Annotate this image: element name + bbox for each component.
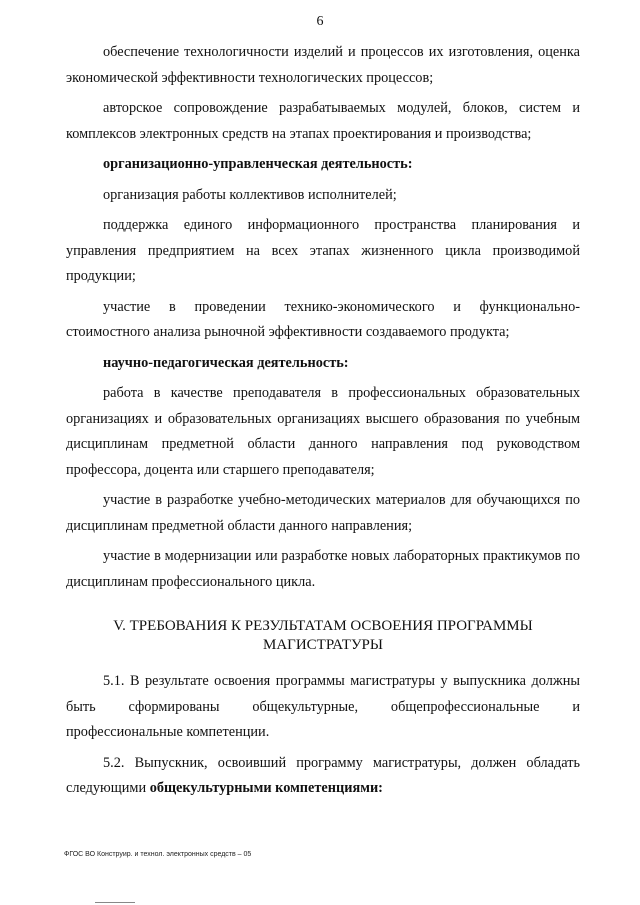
paragraph-lab-practicums: участие в модернизации или разработке новых лабораторных практикумов по дисциплинам профессионального цикла. [66,548,580,590]
section-title-line-1: V. ТРЕБОВАНИЯ К РЕЗУЛЬТАТАМ ОСВОЕНИЯ ПРОГРАММЫ [113,618,533,634]
paragraph-5-2 [66,751,580,802]
section-title-line-2: МАГИСТРАТУРЫ [263,637,383,653]
paragraph-5-2-emphasis: общекультурными компетенциями: [149,780,383,796]
paragraph-5-2-text: 5.2. Выпускник, освоивший программу магистратуры, должен обладать следующими [66,754,580,796]
paragraph-teaching-work: работа в качестве преподавателя в профессиональных образовательных организациях и образовательных организациях высшего образования по учебным дисциплинам предметной области данного направления под руководством профессора, доцента или старшего преподавателя; [66,385,580,478]
page-number: 6 [316,14,324,29]
paragraph-5-1: 5.1. В результате освоения программы магистратуры у выпускника должны быть сформированы общекультурные, общепрофессиональные и профессиональные компетенции. [66,673,580,740]
document-body [66,40,580,807]
heading-scientific-pedagogical-activity: научно-педагогическая деятельность: [103,354,349,371]
document-footer: ФГОС ВО Конструир. и технол. электронных средств – 05 [64,851,252,858]
paragraph-information-space: поддержка единого информационного пространства планирования и управления предприятием на всех этапах жизненного цикла производимой продукции; [66,217,580,284]
paragraph-team-organization: организация работы коллективов исполнителей; [103,186,397,203]
heading-organizational-activity: организационно-управленческая деятельность: [103,156,413,172]
paragraph-economic-analysis: участие в проведении технико-экономического и функционально-стоимостного анализа рыночной эффективности создаваемого продукта; [66,298,580,340]
paragraph-methodical-materials: участие в разработке учебно-методических материалов для обучающихся по дисциплинам предметной области данного направления; [66,492,580,534]
bottom-mark [95,902,135,903]
section-title [66,617,580,655]
paragraph-authors-support: авторское сопровождение разрабатываемых модулей, блоков, систем и комплексов электронных средств на этапах проектирования и производства; [66,100,580,142]
paragraph-manufacturability: обеспечение технологичности изделий и процессов их изготовления, оценка экономической эффективности технологических процессов; [66,44,580,86]
